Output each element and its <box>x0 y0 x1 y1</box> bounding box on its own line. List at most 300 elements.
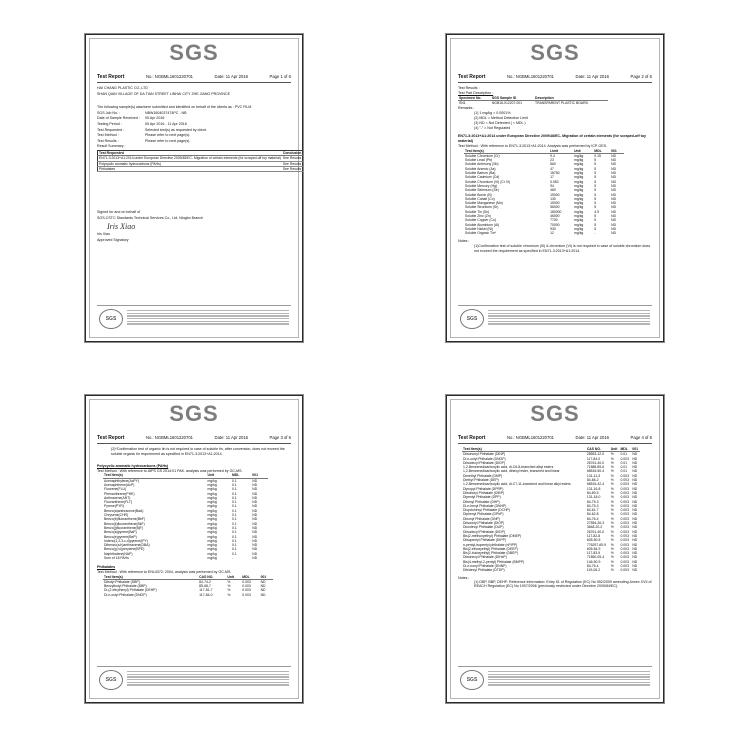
item-unit: % <box>610 525 614 530</box>
page-footer <box>97 666 291 691</box>
item-unit: mg/kg <box>574 175 584 180</box>
item-unit: mg/kg <box>574 171 584 176</box>
summary-head-test: Test Requested <box>98 150 282 155</box>
item-name: Diisodecyl Phthalate (DIDP) <box>463 529 506 534</box>
item-limit: 47 <box>550 166 554 171</box>
item-cas: 776297-69-9 <box>586 542 607 547</box>
item-unit: % <box>610 486 614 491</box>
item-result: ND <box>252 478 258 483</box>
item-name: Fluorene(FLU) <box>104 487 127 492</box>
item-name: Soluble Chromium (Cr) <box>465 153 500 158</box>
item-name: Chrysene(CHR) <box>104 513 129 518</box>
item-limit: 180000 <box>550 209 562 214</box>
item-name: Dimethyl Phthalate (DMP) <box>463 473 503 478</box>
item-result: ND <box>252 504 258 509</box>
item-name: Benzo(b)fluoranthene(BbF) <box>104 517 146 522</box>
item-result: ND <box>252 495 258 500</box>
field-value: Selected test(s) as requested by client. <box>145 127 207 132</box>
item-result: ND <box>611 171 617 176</box>
item-unit: % <box>610 456 614 461</box>
info-fields <box>97 111 291 145</box>
item-unit: mg/kg <box>574 218 584 223</box>
item-result: ND <box>632 482 638 487</box>
report-body <box>97 86 302 244</box>
page-footer <box>97 305 291 330</box>
remark-item: (2) MDL = Method Detection Limit <box>474 115 528 120</box>
item-mdl: 0.1 <box>231 530 237 535</box>
item-unit: % <box>610 538 614 543</box>
item-result: ND <box>252 517 258 522</box>
item-unit: % <box>610 482 614 487</box>
item-cas: 85-68-7 <box>199 584 211 589</box>
item-unit: mg/kg <box>574 231 584 236</box>
item-name: Sum of 18 PAHs <box>104 556 129 561</box>
item-name: Benzo(a)pyrene(BaP) <box>104 530 137 535</box>
report-date: Date: 11 Apr 2016 <box>575 74 609 79</box>
footer-fine-print <box>127 671 289 687</box>
item-unit: % <box>610 529 614 534</box>
report-body <box>97 447 291 597</box>
item-cas: 84-61-7 <box>586 508 599 513</box>
item-unit: % <box>610 469 614 474</box>
item-unit: % <box>610 555 614 560</box>
item-unit: % <box>610 542 614 547</box>
header-rule <box>97 443 291 444</box>
col-result: 001 <box>631 447 640 452</box>
item-unit: mg/kg <box>574 196 584 201</box>
item-unit: % <box>610 533 614 538</box>
item-mdl: 5 <box>594 201 597 206</box>
item-mdl: 5 <box>594 196 597 201</box>
item-limit: 56000 <box>550 205 560 210</box>
item-name: Diisohexyl Phthalate (DIHxP) <box>463 555 507 560</box>
col-unit: Unit <box>610 447 620 452</box>
item-name: 1,2-Benzenedicarboxylic acid, dihexyl ester, branched and linear <box>463 469 560 474</box>
footer-logo: SGS <box>99 670 123 690</box>
item-mdl: 0.003 <box>620 512 629 517</box>
signed-text: Signed for and on behalf of <box>97 210 141 215</box>
item-mdl: 5 <box>594 175 597 180</box>
item-name: Anthracene(ANT) <box>104 495 131 500</box>
item-cas: 605-50-5 <box>586 538 601 543</box>
item-result: ND <box>611 153 617 158</box>
item-mdl: 5 <box>594 188 597 193</box>
spec-id: NGB16-012207.001 <box>491 101 522 106</box>
item-mdl: 4.9 <box>594 209 600 214</box>
item-mdl: 5 <box>594 192 597 197</box>
item-result: ND <box>252 543 258 548</box>
client-name: HAI CHANG PLASTIC CO.,LTD <box>97 86 148 90</box>
item-name: Soluble Chromium (VI) (Cr VI) <box>465 179 511 184</box>
item-name: Soluble Manganese (Mn) <box>465 201 503 206</box>
item-mdl: 0.003 <box>620 516 629 521</box>
item-cas: 117-82-8 <box>586 533 601 538</box>
report-page-2 <box>445 33 665 343</box>
item-limit: 9.4 <box>550 153 555 158</box>
item-result: ND <box>632 568 638 573</box>
item-mdl: 0.003 <box>620 533 629 538</box>
remark-item: (1) 1 mg/kg = 0.0001% <box>474 110 511 115</box>
item-unit: % <box>610 508 614 513</box>
item-cas: 84-62-8 <box>586 512 599 517</box>
item-mdl: 0.003 <box>242 584 251 589</box>
item-unit: mg/kg <box>574 166 584 171</box>
item-mdl: 0.1 <box>231 547 237 552</box>
item-mdl: 0.003 <box>620 486 629 491</box>
item-unit: % <box>227 592 231 597</box>
col-item: Test Item(s) <box>464 149 549 154</box>
item-cas: 117-84-0 <box>586 456 601 461</box>
results-title: Test Results : <box>458 86 480 90</box>
item-cas: 84-75-3 <box>586 503 599 508</box>
item-unit: % <box>610 546 614 551</box>
field-label: Test Method : <box>97 133 119 138</box>
item-result: ND <box>632 525 638 530</box>
item-result: ND <box>252 487 258 492</box>
ph-col-item: Test Item(s) <box>103 575 198 580</box>
header-rule <box>458 443 652 444</box>
item-mdl: 5 <box>594 166 597 171</box>
report-header <box>458 74 652 80</box>
table-row <box>462 568 640 572</box>
item-mdl: 0.1 <box>231 513 237 518</box>
item-unit: mg/kg <box>207 551 217 556</box>
spec-head-id: SGS Sample ID <box>491 96 534 101</box>
col-cas: CAS NO. <box>586 447 610 452</box>
report-page-3 <box>84 394 304 704</box>
item-result: ND <box>611 231 617 236</box>
item-result: ND <box>632 465 638 470</box>
item-mdl: - <box>594 231 596 236</box>
item-mdl: 5 <box>594 179 597 184</box>
item-name: Benzo(a)anthracene(BaA) <box>104 508 144 513</box>
report-page-4 <box>445 394 665 704</box>
item-result: ND <box>632 478 638 483</box>
spec-no: SN1 <box>459 101 466 106</box>
notes-title: Notes : <box>458 575 470 580</box>
pah-col-unit: Unit <box>207 473 231 478</box>
item-mdl: 0.003 <box>620 555 629 560</box>
table-row <box>98 166 303 171</box>
item-mdl: 0.1 <box>231 482 237 487</box>
item-result: ND <box>260 588 266 593</box>
item-mdl: 0.1 <box>231 487 237 492</box>
phthalates-table <box>462 447 640 573</box>
col-result: 001 <box>610 149 624 154</box>
item-mdl: 0.01 <box>620 465 628 470</box>
report-number: No.: NGBML1601220701 <box>506 435 554 440</box>
item-mdl: 5 <box>594 183 597 188</box>
item-unit: % <box>610 465 614 470</box>
item-mdl: 0.003 <box>620 551 629 556</box>
item-unit: mg/kg <box>574 153 584 158</box>
footer-fine-print <box>127 310 289 326</box>
item-name: Diisodecyl Phthalate (DIDP) <box>463 460 506 465</box>
item-unit: mg/kg <box>207 513 217 518</box>
item-result: ND <box>611 175 617 180</box>
item-mdl: 0.1 <box>231 495 237 500</box>
item-mdl: 5 <box>594 158 597 163</box>
item-result: ND <box>252 508 258 513</box>
page-number: Page 4 of 6 <box>630 435 652 440</box>
field-value: Please refer to next page(s). <box>145 138 191 143</box>
item-mdl: 0.003 <box>620 525 629 530</box>
item-mdl: 0.003 <box>620 490 629 495</box>
item-mdl: 0.1 <box>231 543 237 548</box>
organic-tin-note: (2)*Confirmation test of organic tin is not required in case of soluble tin, after conversion, does not exceed the soluble organic tin requirement as specified in EN71-3:2013+A1:2014. <box>111 447 285 456</box>
item-unit: mg/kg <box>574 201 584 206</box>
item-mdl: 0.1 <box>231 525 237 530</box>
remark-item: (3) ND = Not Detected ( < MDL ) <box>474 120 526 125</box>
notes-text: (1)Confirmation test of soluble chromium (III) & chromium (VI) is not required in case of soluble chromium does not exceed the requirement as specified in EN71-3:2013+A1:2014. <box>474 243 651 253</box>
item-name: Bis(2-methoxyethyl) Phthalate (DMEP) <box>463 533 522 538</box>
item-result: ND <box>252 556 258 561</box>
page-number: Page 3 of 6 <box>269 435 291 440</box>
col-item: Test Item(s) <box>462 447 586 452</box>
spec-desc: TRANSPARENT PLASTIC BOARD <box>535 101 589 106</box>
item-unit: mg/kg <box>207 517 217 522</box>
item-cas: 84-75-3 <box>586 499 599 504</box>
report-title: Test Report <box>97 74 125 80</box>
item-cas: 28553-12-0 <box>586 452 605 457</box>
item-result: ND <box>632 512 638 517</box>
item-mdl: 5 <box>594 222 597 227</box>
item-result: ND <box>252 513 258 518</box>
item-result: ND <box>632 473 638 478</box>
col-limit: Limit <box>549 149 573 154</box>
item-mdl: 0.003 <box>620 478 629 483</box>
item-name: Pyrene(PYR) <box>104 504 124 509</box>
pah-col-item: Test Item(s) <box>103 473 207 478</box>
part-description-title: Test Part Description : <box>458 91 494 95</box>
item-unit: % <box>610 460 614 465</box>
item-unit: % <box>227 584 231 589</box>
notes-title: Notes : <box>458 238 470 243</box>
item-unit: % <box>227 579 231 584</box>
signer-name: Iris Xiao <box>97 232 110 237</box>
item-name: Diisooctyl Phthalate (DIOP) <box>463 521 505 526</box>
table-row <box>464 231 624 235</box>
remark-item: (4) "-" = Not Regulated <box>474 125 511 130</box>
item-unit: % <box>610 478 614 483</box>
item-mdl: 0.1 <box>231 478 237 483</box>
item-unit: mg/kg <box>574 179 584 184</box>
item-unit: mg/kg <box>574 226 584 231</box>
report-number: No.: NGBML1601220701 <box>145 435 193 440</box>
item-limit: 0.053 <box>550 179 559 184</box>
item-name: Soluble Tin (Sn) <box>465 209 490 214</box>
item-limit: 70000 <box>550 222 560 227</box>
item-name: Phenanthrene(PHE) <box>104 491 135 496</box>
col-mdl: MDL <box>619 447 631 452</box>
elements-table <box>464 149 624 236</box>
sgs-logo: SGS <box>530 40 580 65</box>
ph-col-result: 001 <box>260 575 273 580</box>
item-result: ND <box>611 205 617 210</box>
footer-logo: SGS <box>99 309 123 329</box>
footer-logo: SGS <box>460 670 484 690</box>
item-result: ND <box>632 486 638 491</box>
header-rule <box>97 82 291 83</box>
item-mdl: 5 <box>594 218 597 223</box>
item-name: Di-n-octyl Phthalate (DNOP) <box>104 592 147 597</box>
item-name: Di-n-nonyl Phthalate (DNNP) <box>463 564 507 569</box>
item-result: ND <box>611 222 617 227</box>
item-result: ND <box>632 490 638 495</box>
item-name: Soluble Copper (Cu) <box>465 218 496 223</box>
field-value: NBW1604037474PC - NB <box>145 110 187 115</box>
item-result: ND <box>252 525 258 530</box>
item-mdl: - <box>231 556 234 561</box>
item-name: Dihexyl Phthalate (DHP) <box>463 499 500 504</box>
item-mdl: 0.1 <box>231 504 237 509</box>
item-mdl: 0.003 <box>620 568 629 573</box>
item-name: Soluble Nickel (Ni) <box>465 226 493 231</box>
item-name: Soluble Lead (Pb) <box>465 158 493 163</box>
item-result: ND <box>611 162 617 167</box>
report-title: Test Report <box>458 435 486 441</box>
item-unit: mg/kg <box>207 504 217 509</box>
report-date: Date: 11 Apr 2016 <box>575 435 609 440</box>
item-result: ND <box>611 218 617 223</box>
item-unit: % <box>610 495 614 500</box>
item-name: Dibutyl Phthalate (DBP) <box>104 579 140 584</box>
item-unit: mg/kg <box>207 508 217 513</box>
item-limit: 46000 <box>550 214 560 219</box>
item-unit: mg/kg <box>207 543 217 548</box>
item-cas: 3648-20-2 <box>586 525 603 530</box>
report-body <box>458 447 652 589</box>
item-result: ND <box>611 226 617 231</box>
item-result: ND <box>611 183 617 188</box>
item-result: ND <box>252 500 258 505</box>
item-result: ND <box>632 456 638 461</box>
item-unit: mg/kg <box>207 500 217 505</box>
item-mdl: 0.003 <box>242 592 251 597</box>
item-name: Acenaphthene(AcP) <box>104 482 135 487</box>
item-unit: mg/kg <box>207 556 217 561</box>
item-unit: % <box>610 512 614 517</box>
item-cas: 131-11-3 <box>586 473 601 478</box>
item-unit: mg/kg <box>207 547 217 552</box>
item-unit: mg/kg <box>207 521 217 526</box>
item-limit: 23 <box>550 158 554 163</box>
signed-company: SGS-CSTC Standards Technical Services Co., Ltd. Ningbo Branch <box>97 215 203 220</box>
item-unit: mg/kg <box>207 538 217 543</box>
item-limit: 17 <box>550 175 554 180</box>
item-unit: % <box>610 551 614 556</box>
item-name: Soluble Zinc (Zn) <box>465 214 491 219</box>
item-result: ND <box>252 521 258 526</box>
signer-role: Approved Signatory <box>97 237 129 242</box>
item-mdl: 0.1 <box>231 517 237 522</box>
item-mdl: 0.1 <box>231 534 237 539</box>
notes-text: (1) DBP, BBP, DEHP: Reference information: Entry 51 of Regulation (EC) No 552/2009 amending Annex XVII of REACH Regulation (EC) No 1907/2006 (previously restricted under Directive 2005/84/EC). <box>474 579 652 589</box>
item-name: Diisopentyl Phthalate (DIPP) <box>463 538 506 543</box>
item-cas: 117-84-0 <box>199 592 213 597</box>
item-name: Diisobutyl Phthalate (DIBP) <box>463 490 505 495</box>
item-name: Diundecyl Phthalate (DUP) <box>463 525 504 530</box>
item-mdl: 0.003 <box>620 499 629 504</box>
item-cas: 84-69-5 <box>586 490 599 495</box>
item-result: ND <box>632 546 638 551</box>
phthalates-method: Test Method : With reference to EN14372: 2004, analysis was performed by GC-MS. <box>97 569 232 574</box>
item-mdl: 0.003 <box>620 508 629 513</box>
item-name: Soluble Boron (B) <box>465 192 492 197</box>
item-name: Soluble Barium (Ba) <box>465 171 496 176</box>
item-result: ND <box>611 179 617 184</box>
item-unit: mg/kg <box>207 530 217 535</box>
item-mdl: 5 <box>594 226 597 231</box>
item-unit: mg/kg <box>574 214 584 219</box>
field-value: 05 Apr 2016 - 11 Apr 2016 <box>145 121 187 126</box>
ph-col-unit: Unit <box>226 575 241 580</box>
item-result: ND <box>611 158 617 163</box>
item-unit: % <box>610 516 614 521</box>
field-label: SGS Job No. : <box>97 110 120 115</box>
item-name: Indeno(1,2,3-c,d)pyrene(IPY) <box>104 538 148 543</box>
item-result: ND <box>611 201 617 206</box>
item-limit: 930 <box>550 226 556 231</box>
item-unit: mg/kg <box>574 162 584 167</box>
sgs-logo: SGS <box>169 401 219 426</box>
summary-test: EN71-3:2013+A1:2014 under European Directive 2009/48/EC- Migration of certain elements (for scraped-off toy material) <box>99 156 281 161</box>
item-mdl: 0.003 <box>620 473 629 478</box>
report-title: Test Report <box>97 435 125 441</box>
item-result: ND <box>611 196 617 201</box>
spec-head-desc: Description <box>534 96 608 101</box>
item-name: Di-n-hexyl Phthalate (DNHP) <box>463 503 507 508</box>
item-limit: 130 <box>550 196 556 201</box>
item-unit: mg/kg <box>574 188 584 193</box>
item-limit: 94 <box>550 183 554 188</box>
item-result: ND <box>260 592 266 597</box>
item-mdl: 0.003 <box>620 564 629 569</box>
col-unit: Unit <box>573 149 593 154</box>
field-label: Test Results : <box>97 138 119 143</box>
summary-conclusion: See Results <box>282 161 302 166</box>
page-footer <box>458 666 652 691</box>
item-result: ND <box>632 499 638 504</box>
item-unit: % <box>610 503 614 508</box>
item-cas: 71888-89-6 <box>586 465 605 470</box>
item-mdl: 0.003 <box>620 529 629 534</box>
item-name: Soluble Strontium (Sr) <box>465 205 499 210</box>
item-unit: % <box>610 499 614 504</box>
item-unit: mg/kg <box>574 222 584 227</box>
footer-fine-print <box>488 671 650 687</box>
report-title: Test Report <box>458 74 486 80</box>
pah-col-result: 001 <box>251 473 268 478</box>
item-cas: 605-54-9 <box>586 546 601 551</box>
item-result: ND <box>632 564 638 569</box>
item-result: ND <box>632 538 638 543</box>
item-mdl: 0.003 <box>620 503 629 508</box>
sgs-logo: SGS <box>169 40 219 65</box>
item-name: Dinonyl Phthalate (DNP) <box>463 516 500 521</box>
client-address: SHAN QIAN VILLAGE OF DA TIAN STREET LINHAI CITY ZHE JIANG PROVINCE <box>97 91 230 96</box>
item-mdl: 0.003 <box>620 495 629 500</box>
phthalates-title: Phthalates <box>97 565 116 570</box>
item-mdl: 5 <box>594 171 597 176</box>
remarks-title: Remarks : <box>458 105 475 110</box>
item-name: Diisononyl Phthalate (DINP) <box>463 452 506 457</box>
pah-title: Polycyclic aromatic hydrocarbons (PAHs) <box>97 464 169 469</box>
item-cas: 117-81-7 <box>199 588 213 593</box>
summary-test: Polycyclic aromatic hydrocarbons (PAHs) <box>98 161 282 166</box>
item-mdl: 0.1 <box>231 508 237 513</box>
table-row <box>98 156 303 161</box>
